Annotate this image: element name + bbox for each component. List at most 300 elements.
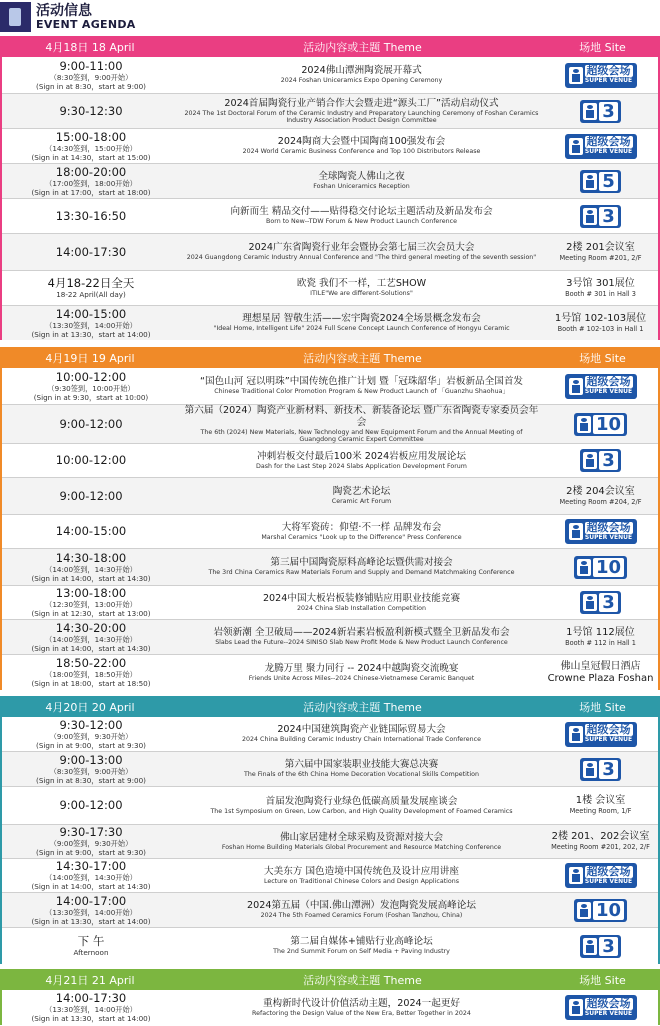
event-title-en: 2024 China Building Ceramic Industry Chain International Trade Conference [242,736,481,744]
event-theme-cell [180,515,543,548]
event-title-cn: 理想星居 智敬生活——宏宇陶瓷2024全场景概念发布会 [242,313,481,325]
super-venue-text [585,866,633,886]
event-theme-cell [180,405,543,443]
event-site-cell [543,549,658,585]
super-venue-text [585,724,633,744]
event-row [2,199,658,234]
venue-name-en: Meeting Room, 1/F [569,807,632,815]
event-time-cell [2,928,180,964]
event-time-cell [2,57,180,93]
event-title-cn: 陶瓷艺术论坛 [332,486,391,498]
event-title-cn: 佛山家居建材全球采购及资源对接大会 [279,831,444,843]
agenda-day-section [0,696,660,964]
event-title-en: The 1st Symposium on Green, Low Carbon, and High Quality Development of Foamed Ceramics [210,807,513,815]
site-column-label: 场地 Site [579,973,626,987]
event-title-cn: 第二届自媒体+铺贴行业高峰论坛 [290,936,433,948]
event-title-en: The 3rd China Ceramics Raw Materials Forum and Supply and Demand Matchmaking Conference [208,569,515,577]
event-theme-cell [180,234,543,270]
event-title-en: Lecture on Traditional Chinese Colors and Design Applications [263,877,460,885]
venue-name-cn: 佛山皇冠假日酒店 [560,660,641,672]
event-time: 9:00-11:00 [59,58,123,73]
sign-in-note-en: (Sign in at 13:30，start at 14:00) [31,329,151,339]
super-venue-en: SUPER VENUE [584,388,633,395]
theme-column-label: 活动内容或主题 Theme [303,40,422,54]
person-icon [583,103,597,120]
event-row [2,620,658,655]
hall-number: 10 [593,901,624,920]
event-row [2,164,658,199]
event-title-en: The 2nd Summit Forum on Self Media + Paving Industry [273,948,450,956]
event-time: 下 午 [77,934,105,948]
event-title-cn: 重构新时代设计价值活动主题，2024一起更好 [262,997,461,1009]
day-date: 4月20日 20 April [45,700,135,714]
sign-in-note-en: (Sign in at 14:30，start at 15:00) [31,152,151,162]
hall-badge [580,591,621,614]
super-venue-en: SUPER VENUE [584,877,633,885]
super-venue-cn: 超级会场 [586,996,631,1010]
event-title-en: 2024 The 5th Foamed Ceramics Forum (Foshan Tanzhou, China) [260,912,463,920]
event-time: 9:00-13:00 [59,752,123,767]
super-venue-badge [565,863,637,888]
event-title-en: 2024 China Slab Installation Competition [296,604,427,612]
day-date: 4月21日 21 April [45,973,135,987]
event-row [2,234,658,271]
event-time-cell [2,306,180,340]
event-time: 9:00-12:00 [59,488,123,503]
hall-badge [574,899,627,922]
event-time-cell [2,234,180,270]
day-date: 4月18日 18 April [45,40,135,54]
event-theme-cell [180,57,543,93]
event-site-cell [543,515,658,548]
super-venue-text [585,998,633,1018]
event-time: 13:30-16:50 [55,208,127,223]
super-venue-en: SUPER VENUE [584,77,633,84]
event-time-cell [2,129,180,163]
sign-in-note: （14:00签到，14:30开始） [45,564,137,574]
event-theme-cell [180,94,543,128]
event-site-cell [543,825,658,858]
sign-in-note: 18-22 April(All day) [56,290,126,299]
sign-in-note: （8:30签到，9:00开始） [49,766,133,776]
sign-in-note-en: (Sign in at 9:30，start at 10:00) [33,392,149,402]
sign-in-note: （14:00签到，14:30开始） [45,634,137,644]
event-site-cell [543,271,658,305]
event-title-en: 2024 The 1st Doctoral Forum of the Ceramic Industry and Preparatory Launching Ceremony of Foshan Ceramics Industry Association Product Design Committee [184,109,539,124]
event-theme-cell [180,306,543,340]
event-title-cn: 大美东方 国色造境中国传统色及设计应用讲座 [264,865,459,877]
event-site-cell [543,620,658,654]
event-theme-cell [180,129,543,163]
venue-name-cn: 1号馆 102-103展位 [554,312,647,324]
event-time-cell [2,164,180,198]
event-title-en: "Ideal Home, Intelligent Life" 2024 Full Scene Concept Launch Conference of Hongyu Ceramic [213,325,510,333]
venue-name-cn: 3号馆 301展位 [566,277,635,289]
event-site-cell [543,234,658,270]
sign-in-note-en: (Sign in at 9:00，start at 9:30) [36,740,146,750]
event-site-cell [543,57,658,93]
event-row [2,717,658,752]
super-venue-en: SUPER VENUE [584,736,633,743]
venue-name-en: Booth # 102-103 in Hall 1 [557,324,644,333]
super-venue-en: SUPER VENUE [584,533,633,541]
event-theme-cell [180,825,543,858]
event-title-en: Refactoring the Design Value of the New Era, Better Together in 2024 [252,1009,471,1017]
event-theme-cell [180,620,543,654]
event-time: 10:00-12:00 [55,369,127,384]
event-theme-cell [180,586,543,619]
event-time: 14:30-20:00 [55,620,127,635]
person-icon [583,938,597,955]
hall-number: 3 [599,593,618,612]
page-header [0,0,660,36]
event-time-cell [2,655,180,690]
event-list [0,990,660,1025]
sign-in-note: （9:00签到，9:30开始） [49,839,133,848]
super-venue-cn: 超级会场 [586,723,631,736]
super-venue-text [585,522,633,542]
event-title-cn: 全球陶瓷人佛山之夜 [318,171,405,183]
event-time-cell [2,271,180,305]
event-title-cn: 岩领新潮 全卫破局——2024新岩素岩板盈利新模式暨全卫新品发布会 [213,627,510,639]
super-venue-text [585,136,633,156]
event-title-en: Slabs Lead the Future--2024 SINISO Slab New Profit Mode & New Product Launch Conference [215,639,508,647]
hall-badge [580,935,621,958]
event-time: 14:30-17:00 [55,859,127,873]
event-row [2,444,658,478]
event-title-cn: 2024中国建筑陶瓷产业链国际贸易大会 [277,724,446,736]
event-title-en: Dash for the Last Step 2024 Slabs Application Development Forum [256,462,467,470]
event-site-cell [543,306,658,340]
person-icon [569,523,583,540]
event-row [2,655,658,690]
event-time-cell [2,549,180,585]
venue-name-en: Crowne Plaza Foshan [547,672,654,684]
super-venue-badge [565,519,637,544]
event-theme-cell [180,368,543,404]
venue-name-cn: 2楼 201、202会议室 [551,831,650,842]
sign-in-note: （9:00签到，9:30开始） [49,731,133,741]
event-time-cell [2,199,180,233]
event-time-cell [2,94,180,128]
event-title-cn: 首届发泡陶瓷行业绿色低碳高质量发展座谈会 [265,795,458,807]
event-site-cell [543,94,658,128]
event-time: 9:00-12:00 [59,798,123,812]
super-venue-cn: 超级会场 [586,375,631,388]
hall-number: 3 [599,760,618,779]
venue-name-cn: 2楼 201会议室 [566,241,635,253]
event-time-cell [2,990,180,1025]
sign-in-note: （13:30签到，14:00开始） [45,320,137,330]
event-title-cn: 第六届（2024）陶瓷产业新材料、新技术、新装备论坛 暨广东省陶瓷专家委员会年会 [184,404,539,428]
event-row [2,271,658,306]
event-theme-cell [180,549,543,585]
event-site-cell [543,129,658,163]
event-row [2,893,658,928]
event-time: 13:00-18:00 [55,586,127,600]
hall-badge [580,170,621,193]
sign-in-note-en: (Sign in at 13:30，start at 14:00) [31,1014,151,1023]
event-time: 14:00-17:00 [55,893,127,908]
event-title-en: 2024 Guangdong Ceramic Industry Annual Conference and "The third general meeting of the seventh session" [186,254,537,262]
day-header [0,696,660,717]
event-title-cn: 龙腾万里 聚力同行 -- 2024中越陶瓷交流晚宴 [264,662,459,674]
event-theme-cell [180,859,543,892]
super-venue-cn: 超级会场 [586,864,631,878]
person-icon [569,378,583,395]
event-site-cell [543,893,658,927]
event-time-cell [2,515,180,548]
event-title-en: The Finals of the 6th China Home Decoration Vocational Skills Competition [244,771,479,779]
day-date: 4月19日 19 April [45,351,135,365]
event-row [2,787,658,825]
theme-column-label: 活动内容或主题 Theme [303,351,422,365]
event-title-en: 2024 Foshan Uniceramics Expo Opening Ceremony [280,77,443,85]
venue-name-cn: 1楼 会议室 [575,795,626,806]
event-list [0,57,660,340]
event-site-cell [543,990,658,1025]
event-theme-cell [180,787,543,824]
event-time-cell [2,859,180,892]
event-row [2,549,658,586]
super-venue-en: SUPER VENUE [584,148,633,155]
event-title-cn: 冲刺岩板交付最后100米 2024岩板应用发展论坛 [257,450,466,462]
person-icon [569,867,583,884]
site-column-label: 场地 Site [579,351,626,365]
event-title-cn: 2024第五届（中国.佛山潭洲）发泡陶瓷发展高峰论坛 [247,900,476,912]
super-venue-badge [565,995,637,1020]
event-site-cell [543,444,658,477]
sign-in-note-en: (Sign in at 12:30，start at 13:00) [31,609,151,618]
page-title: 活动信息 [36,3,92,19]
super-venue-cn: 超级会场 [586,520,631,534]
event-site-cell [543,752,658,786]
event-title-en: Chinese Traditional Color Promotion Program & New Product Launch of 「Guanzhu Shaohua」 [214,388,509,396]
event-time: 15:00-18:00 [55,129,127,144]
event-site-cell [543,368,658,404]
person-icon [583,761,597,778]
sign-in-note-en: (Sign in at 14:00，start at 14:30) [31,573,151,583]
super-venue-en: SUPER VENUE [584,1009,633,1017]
event-time: 9:00-12:00 [59,416,123,431]
event-time-cell [2,444,180,477]
person-icon [569,67,583,84]
event-time: 14:30-18:00 [55,550,127,565]
hall-number: 5 [599,172,618,191]
person-icon [569,999,583,1016]
event-site-cell [543,717,658,751]
event-time: 9:30-17:30 [59,825,123,839]
sign-in-note: （14:30签到，15:00开始） [45,143,137,153]
hall-badge [580,205,621,228]
sign-in-note: （17:00签到，18:00开始） [45,178,137,188]
event-title-en: Ceramic Art Forum [331,498,392,506]
event-row [2,129,658,164]
sign-in-note-en: (Sign in at 8:30，start at 9:00) [36,81,146,91]
event-title-cn: 2024首届陶瓷行业产销合作大会暨走进“源头工厂”活动启动仪式 [224,97,499,109]
sign-in-note: （9:30签到，10:00开始） [47,383,135,393]
event-title-en: Foshan Uniceramics Reception [313,183,410,191]
event-row [2,825,658,859]
event-row [2,859,658,893]
event-list [0,717,660,964]
event-site-cell [543,928,658,964]
event-time-cell [2,405,180,443]
venue-name-cn: 1号馆 112展位 [566,626,635,638]
sign-in-note-en: (Sign in at 14:00，start at 14:30) [31,882,151,891]
event-site-cell [543,405,658,443]
event-time: 18:00-20:00 [55,164,127,179]
hall-number: 3 [599,102,618,121]
person-icon [569,138,583,155]
super-venue-badge [565,134,637,159]
event-theme-cell [180,893,543,927]
event-time-cell [2,893,180,927]
event-time-cell [2,478,180,514]
event-time: 10:00-12:00 [55,453,127,467]
event-time-cell [2,752,180,786]
super-venue-cn: 超级会场 [586,64,631,77]
hall-badge [574,413,627,436]
event-title-en: Friends Unite Across Miles--2024 Chinese-Vietnamese Ceramic Banquet [248,674,475,682]
hall-number: 10 [593,558,624,577]
event-theme-cell [180,928,543,964]
day-header [0,36,660,57]
event-theme-cell [180,717,543,751]
event-title-cn: 欧瓷 我们不一样，工艺SHOW [296,278,427,290]
event-time: 14:00-15:00 [55,524,127,538]
event-time-cell [2,787,180,824]
person-icon [583,173,597,190]
event-row [2,405,658,444]
person-icon [583,452,597,469]
event-title-cn: “国色山河 冠以明珠”中国传统色推广计划 暨「冠珠韶华」岩板新品全国首发 [199,376,524,388]
event-site-cell [543,164,658,198]
event-row [2,990,658,1025]
event-row [2,928,658,964]
person-icon [577,416,591,433]
event-time: 18:50-22:00 [55,656,127,670]
event-title-cn: 大将军瓷砖：仰望·不一样 品牌发布会 [281,521,442,533]
event-title-cn: 向新而生 精品交付——贴得稳交付论坛主题活动及新品发布会 [230,206,493,218]
event-title-cn: 2024中国大板岩板装修铺贴应用职业技能竞赛 [262,592,461,604]
event-site-cell [543,478,658,514]
sign-in-note: （13:30签到，14:00开始） [45,1005,137,1014]
hall-number: 10 [593,415,624,434]
super-venue-badge [565,374,637,399]
venue-name-en: Meeting Room #201, 202, 2/F [551,843,650,851]
event-title-cn: 2024广东省陶瓷行业年会暨协会第七届三次会员大会 [248,242,475,254]
sign-in-note: Afternoon [73,948,109,957]
event-time-cell [2,717,180,751]
person-icon [569,726,583,743]
event-site-cell [543,787,658,824]
sign-in-note-en: (Sign in at 13:30，start at 14:00) [31,916,151,926]
event-site-cell [543,586,658,619]
event-title-cn: 第六届中国家装职业技能大赛总决赛 [284,759,439,771]
event-theme-cell [180,478,543,514]
event-theme-cell [180,990,543,1025]
event-theme-cell [180,752,543,786]
event-site-cell [543,199,658,233]
event-list [0,368,660,690]
day-header [0,969,660,990]
sign-in-note-en: (Sign in at 17:00，start at 18:00) [31,187,151,197]
venue-name-en: Meeting Room #204, 2/F [559,497,642,506]
event-time-cell [2,620,180,654]
event-title-en: Marshal Ceramics "Look up to the Difference" Press Conference [261,533,462,541]
hall-badge [580,449,621,472]
venue-name-en: Booth # 112 in Hall 1 [565,638,636,647]
header-accent-icon [0,2,31,32]
event-time-cell [2,825,180,858]
hall-badge [580,100,621,123]
event-time: 14:00-17:30 [55,244,127,259]
event-title-en: ITILE"We are different-Solutions" [310,290,413,298]
hall-number: 3 [599,937,618,956]
event-row [2,478,658,515]
hall-badge [574,556,627,579]
event-row [2,57,658,94]
sign-in-note: （14:00签到，14:30开始） [45,873,137,882]
event-time: 4月18-22日全天 [47,276,135,290]
theme-column-label: 活动内容或主题 Theme [303,700,422,714]
sign-in-note-en: (Sign in at 18:00，start at 18:50) [31,679,151,688]
hall-number: 3 [599,451,618,470]
event-time: 9:30-12:30 [59,103,123,118]
person-icon [577,902,591,919]
event-time: 9:30-12:00 [59,717,123,732]
sign-in-note-en: (Sign in at 8:30，start at 9:00) [36,775,146,785]
event-row [2,368,658,405]
super-venue-text [585,65,633,85]
agenda-day-section [0,36,660,340]
event-title-cn: 2024佛山潭洲陶瓷展开幕式 [301,65,422,77]
theme-column-label: 活动内容或主题 Theme [303,973,422,987]
hall-badge [580,758,621,781]
super-venue-badge [565,63,637,88]
event-title-en: Foshan Home Building Materials Global Procurement and Resource Matching Conference [221,843,502,851]
event-site-cell [543,859,658,892]
event-theme-cell [180,271,543,305]
super-venue-cn: 超级会场 [586,135,631,148]
event-theme-cell [180,444,543,477]
event-theme-cell [180,199,543,233]
agenda-day-section [0,347,660,690]
event-time-cell [2,368,180,404]
venue-name-cn: 2楼 204会议室 [566,485,635,497]
event-time: 14:00-15:00 [55,306,127,321]
venue-name-en: Meeting Room #201, 2/F [559,253,642,262]
sign-in-note: （13:30签到，14:00开始） [45,907,137,917]
venue-name-en: Booth # 301 in Hall 3 [565,289,636,298]
super-venue-text [585,376,633,396]
event-row [2,586,658,620]
hall-number: 3 [599,207,618,226]
sign-in-note-en: (Sign in at 14:00，start at 14:30) [31,643,151,653]
event-title-en: The 6th (2024) New Materials, New Technology and New Equipment Forum and the Annual Meeting of Guangdong Ceramic Expert Committee [200,428,523,443]
event-title-en: 2024 World Ceramic Business Conference and Top 100 Distributors Release [242,148,481,156]
sign-in-note: （8:30签到，9:00开始） [49,72,133,82]
event-row [2,306,658,340]
event-theme-cell [180,164,543,198]
event-title-cn: 第三届中国陶瓷原料高峰论坛暨供需对接会 [270,557,453,569]
event-row [2,515,658,549]
event-title-cn: 2024陶商大会暨中国陶商100强发布会 [277,136,446,148]
sign-in-note-en: (Sign in at 9:00，start at 9:30) [36,848,146,857]
event-row [2,94,658,129]
event-time-cell [2,586,180,619]
